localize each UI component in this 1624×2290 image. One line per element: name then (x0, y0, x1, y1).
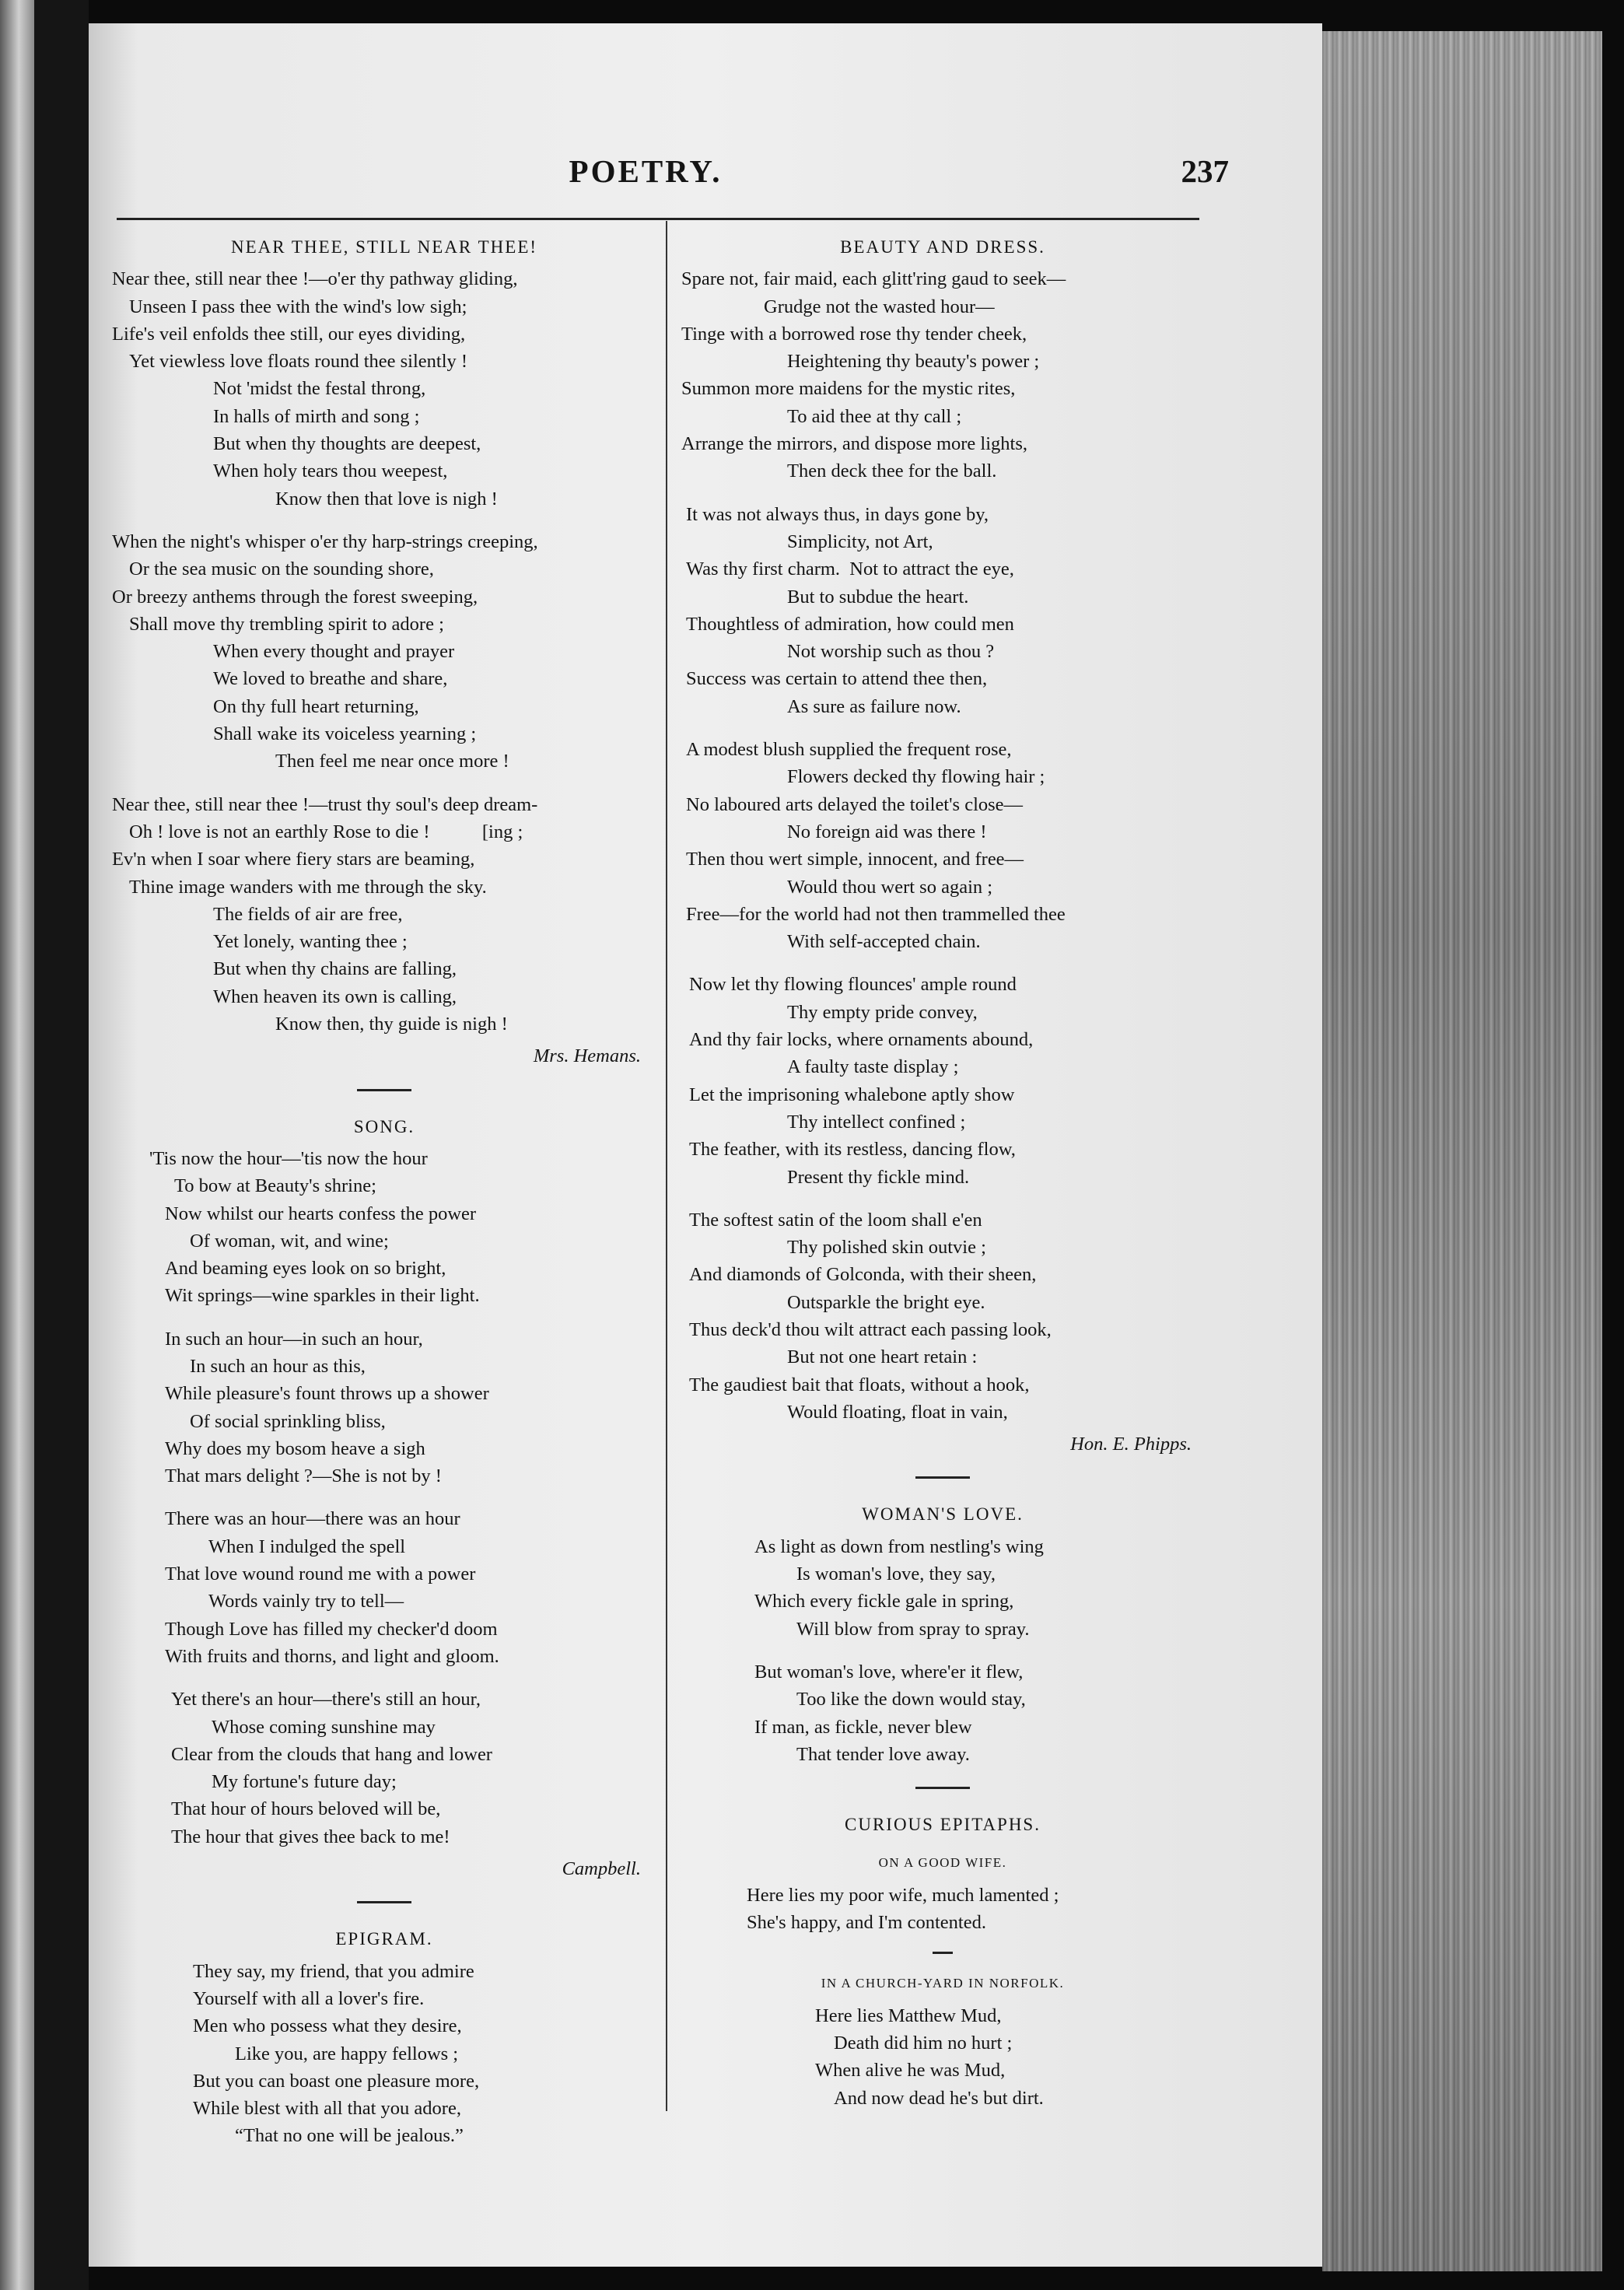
verse-line: And now dead he's but dirt. (834, 2087, 1044, 2109)
book-gutter (34, 0, 89, 2290)
verse-line: “That no one will be jealous.” (235, 2125, 464, 2147)
verse-line: Then deck thee for the ball. (787, 460, 997, 482)
verse-line: The feather, with its restless, dancing flow, (689, 1139, 1016, 1161)
verse-line: Then thou wert simple, innocent, and free— (686, 849, 1024, 870)
verse-line: The softest satin of the loom shall e'en (689, 1209, 982, 1231)
verse-line: 'Tis now the hour—'tis now the hour (149, 1147, 428, 1169)
section-rule (915, 1476, 970, 1479)
verse-line: To bow at Beauty's shrine; (174, 1175, 376, 1197)
poem-title: EPIGRAM. (335, 1929, 433, 1949)
verse-line: When heaven its own is calling, (213, 986, 457, 1007)
verse-line: Oh ! love is not an earthly Rose to die ! [ing ; (129, 821, 523, 842)
epitaph (678, 2002, 1207, 2112)
stanza (112, 1686, 656, 1851)
verse-line: Would floating, float in vain, (787, 1401, 1008, 1423)
verse-line: Will blow from spray to spray. (796, 1618, 1030, 1640)
verse-line: Though Love has filled my checker'd doom (165, 1618, 498, 1640)
stanza (678, 736, 1207, 955)
verse-line: While pleasure's fount throws up a shower (165, 1383, 489, 1405)
stanza (678, 265, 1207, 485)
verse-line: Free—for the world had not then trammelled thee (686, 903, 1066, 925)
verse-line: And beaming eyes look on so bright, (165, 1258, 446, 1280)
poem-title: NEAR THEE, STILL NEAR THEE! (230, 237, 538, 257)
verse-line: Arrange the mirrors, and dispose more lights, (681, 433, 1027, 455)
right-column (678, 233, 1207, 2127)
stanza (112, 265, 656, 513)
verse-line: Now let thy flowing flounces' ample round (689, 974, 1017, 996)
stanza (678, 971, 1207, 1190)
verse-line: In halls of mirth and song ; (213, 405, 420, 427)
verse-line: Yet there's an hour—there's still an hour, (171, 1689, 481, 1710)
verse-line: Ev'n when I soar where fiery stars are beaming, (112, 849, 475, 870)
verse-line: But when thy chains are falling, (213, 958, 457, 980)
verse-line: Present thy fickle mind. (787, 1166, 970, 1188)
verse-line: Life's veil enfolds thee still, our eyes dividing, (112, 323, 466, 345)
verse-line: When holy tears thou weepest, (213, 460, 448, 482)
page-header-title: POETRY. (569, 153, 723, 189)
verse-line: But you can boast one pleasure more, (193, 2070, 480, 2092)
verse-line: Yet viewless love floats round thee silently ! (129, 351, 468, 373)
epitaph-heading: IN A CHURCH-YARD IN NORFOLK. (821, 1976, 1065, 1991)
verse-line: Clear from the clouds that hang and lower (171, 1743, 492, 1765)
verse-line: Shall move thy trembling spirit to adore ; (129, 613, 444, 635)
stanza (112, 1958, 656, 2150)
verse-line: Let the imprisoning whalebone aptly show (689, 1084, 1015, 1105)
verse-line: Not 'midst the festal throng, (213, 378, 426, 400)
verse-line: The hour that gives thee back to me! (171, 1826, 450, 1847)
verse-line: As sure as failure now. (787, 695, 961, 717)
stanza (112, 1325, 656, 1490)
verse-line: We loved to breathe and share, (213, 668, 448, 690)
verse-line: Thoughtless of admiration, how could men (686, 613, 1014, 635)
poem-title: SONG. (353, 1116, 415, 1136)
verse-line: Words vainly try to tell— (208, 1591, 404, 1612)
verse-line: Outsparkle the bright eye. (787, 1291, 985, 1313)
verse-line: Like you, are happy fellows ; (235, 2043, 459, 2064)
poem-title: CURIOUS EPITAPHS. (845, 1815, 1041, 1835)
verse-line: Whose coming sunshine may (212, 1716, 436, 1738)
stanza (678, 501, 1207, 720)
verse-line: A faulty taste display ; (787, 1056, 959, 1078)
epitaph-rule (933, 1952, 953, 1954)
verse-line: The gaudiest bait that floats, without a hook, (689, 1374, 1030, 1395)
verse-line: Know then, thy guide is nigh ! (275, 1014, 508, 1035)
verse-line: Not worship such as thou ? (787, 641, 995, 663)
poem-epigram (112, 1925, 656, 2149)
poem-attribution: Campbell. (562, 1858, 641, 1880)
verse-line: Of social sprinkling bliss, (190, 1410, 386, 1432)
verse-line: Was thy first charm. Not to attract the eye, (686, 558, 1014, 580)
verse-line: Or the sea music on the sounding shore, (129, 558, 434, 580)
verse-line: Would thou wert so again ; (787, 876, 993, 898)
verse-line: As light as down from nestling's wing (754, 1535, 1044, 1557)
verse-line: Near thee, still near thee !—trust thy soul's deep dream- (112, 793, 538, 815)
verse-line: Summon more maidens for the mystic rites, (681, 378, 1016, 400)
verse-line: Near thee, still near thee !—o'er thy pathway gliding, (112, 268, 518, 290)
section-rule (357, 1089, 411, 1091)
verse-line: Why does my bosom heave a sigh (165, 1437, 425, 1459)
verse-line: With self-accepted chain. (787, 931, 981, 953)
verse-line: But when thy thoughts are deepest, (213, 433, 481, 455)
verse-line: If man, as fickle, never blew (754, 1716, 972, 1738)
verse-line: Thy intellect confined ; (787, 1111, 966, 1133)
verse-line: That mars delight ?—She is not by ! (165, 1465, 442, 1487)
poem-near-thee (112, 233, 656, 1070)
verse-line: Or breezy anthems through the forest sweeping, (112, 586, 478, 608)
curious-epitaphs (678, 1811, 1207, 2112)
verse-line: Then feel me near once more ! (275, 751, 509, 772)
section-rule (357, 1901, 411, 1903)
verse-line: Of woman, wit, and wine; (190, 1230, 389, 1252)
page-fore-edge (1322, 31, 1602, 2271)
poem-song (112, 1113, 656, 1883)
stanza (112, 1145, 656, 1310)
verse-line: Yourself with all a lover's fire. (193, 1987, 425, 2009)
verse-line: When every thought and prayer (213, 641, 455, 663)
verse-line: Success was certain to attend thee then, (686, 668, 988, 690)
verse-line: The fields of air are free, (213, 903, 403, 925)
verse-line: Now whilst our hearts confess the power (165, 1203, 477, 1224)
binding-edge (0, 0, 34, 2290)
verse-line: Which every fickle gale in spring, (754, 1591, 1014, 1612)
verse-line: Spare not, fair maid, each glitt'ring gaud to seek— (681, 268, 1066, 290)
verse-line: In such an hour as this, (190, 1355, 366, 1377)
verse-line: They say, my friend, that you admire (193, 1960, 474, 1982)
stanza (112, 528, 656, 776)
left-column (112, 233, 656, 2166)
verse-line: That hour of hours beloved will be, (171, 1798, 441, 1820)
header-rule (117, 218, 1199, 220)
verse-line: A modest blush supplied the frequent rose, (686, 739, 1012, 761)
verse-line: Is woman's love, they say, (796, 1563, 996, 1585)
verse-line: She's happy, and I'm contented. (747, 1912, 986, 1934)
verse-line: Grudge not the wasted hour— (764, 296, 995, 317)
verse-line: Shall wake its voiceless yearning ; (213, 723, 477, 745)
verse-line: Too like the down would stay, (796, 1689, 1026, 1710)
verse-line: While blest with all that you adore, (193, 2098, 461, 2120)
verse-line: Unseen I pass thee with the wind's low sigh; (129, 296, 467, 317)
poem-womans-love (678, 1500, 1207, 1768)
stanza (678, 1206, 1207, 1426)
verse-line: When I indulged the spell (208, 1535, 406, 1557)
poem-attribution: Hon. E. Phipps. (1070, 1434, 1192, 1455)
stanza (112, 791, 656, 1038)
epitaph (678, 1882, 1207, 1937)
verse-line: When alive he was Mud, (815, 2060, 1006, 2082)
column-divider (666, 221, 667, 2111)
verse-line: Simplicity, not Art, (787, 530, 933, 552)
verse-line: Thus deck'd thou wilt attract each passing look, (689, 1318, 1052, 1340)
verse-line: And thy fair locks, where ornaments abound, (689, 1029, 1034, 1051)
verse-line: Heightening thy beauty's power ; (787, 351, 1040, 373)
verse-line: My fortune's future day; (212, 1771, 397, 1793)
verse-line: It was not always thus, in days gone by, (686, 503, 989, 525)
stanza (112, 1505, 656, 1670)
verse-line: Here lies Matthew Mud, (815, 2005, 1002, 2026)
verse-line: Tinge with a borrowed rose thy tender cheek, (681, 323, 1027, 345)
verse-line: And diamonds of Golconda, with their sheen, (689, 1264, 1037, 1286)
verse-line: There was an hour—there was an hour (165, 1508, 460, 1530)
verse-line: Wit springs—wine sparkles in their light. (165, 1285, 480, 1307)
verse-line: Know then that love is nigh ! (275, 488, 498, 509)
poem-attribution: Mrs. Hemans. (533, 1045, 641, 1067)
page-number: 237 (1181, 153, 1229, 189)
verse-line: But not one heart retain : (787, 1346, 978, 1368)
verse-line: Thy polished skin outvie ; (787, 1237, 986, 1259)
verse-line: Thy empty pride convey, (787, 1001, 978, 1023)
verse-line: Death did him no hurt ; (834, 2032, 1013, 2054)
verse-line: When the night's whisper o'er thy harp-strings creeping, (112, 530, 538, 552)
verse-line: But woman's love, where'er it flew, (754, 1661, 1024, 1682)
stanza (678, 1658, 1207, 1768)
verse-line: Men who possess what they desire, (193, 2015, 462, 2037)
poem-title: BEAUTY AND DRESS. (840, 237, 1045, 257)
verse-line: In such an hour—in such an hour, (165, 1328, 423, 1350)
verse-line: To aid thee at thy call ; (787, 405, 962, 427)
verse-line: But to subdue the heart. (787, 586, 969, 608)
verse-line: No foreign aid was there ! (787, 821, 987, 842)
verse-line: With fruits and thorns, and light and gloom. (165, 1645, 499, 1667)
verse-line: That tender love away. (796, 1743, 970, 1765)
verse-line: Flowers decked thy flowing hair ; (787, 766, 1045, 788)
verse-line: That love wound round me with a power (165, 1563, 476, 1585)
section-rule (915, 1787, 970, 1789)
epitaph-heading: ON A GOOD WIFE. (878, 1855, 1007, 1871)
stanza (678, 1533, 1207, 1643)
poem-title: WOMAN'S LOVE. (862, 1504, 1024, 1525)
verse-line: Here lies my poor wife, much lamented ; (747, 1884, 1059, 1906)
poem-beauty-and-dress (678, 233, 1207, 1458)
verse-line: No laboured arts delayed the toilet's close— (686, 793, 1024, 815)
verse-line: On thy full heart returning, (213, 695, 419, 717)
verse-line: Yet lonely, wanting thee ; (213, 931, 408, 953)
verse-line: Thine image wanders with me through the sky. (129, 876, 487, 898)
